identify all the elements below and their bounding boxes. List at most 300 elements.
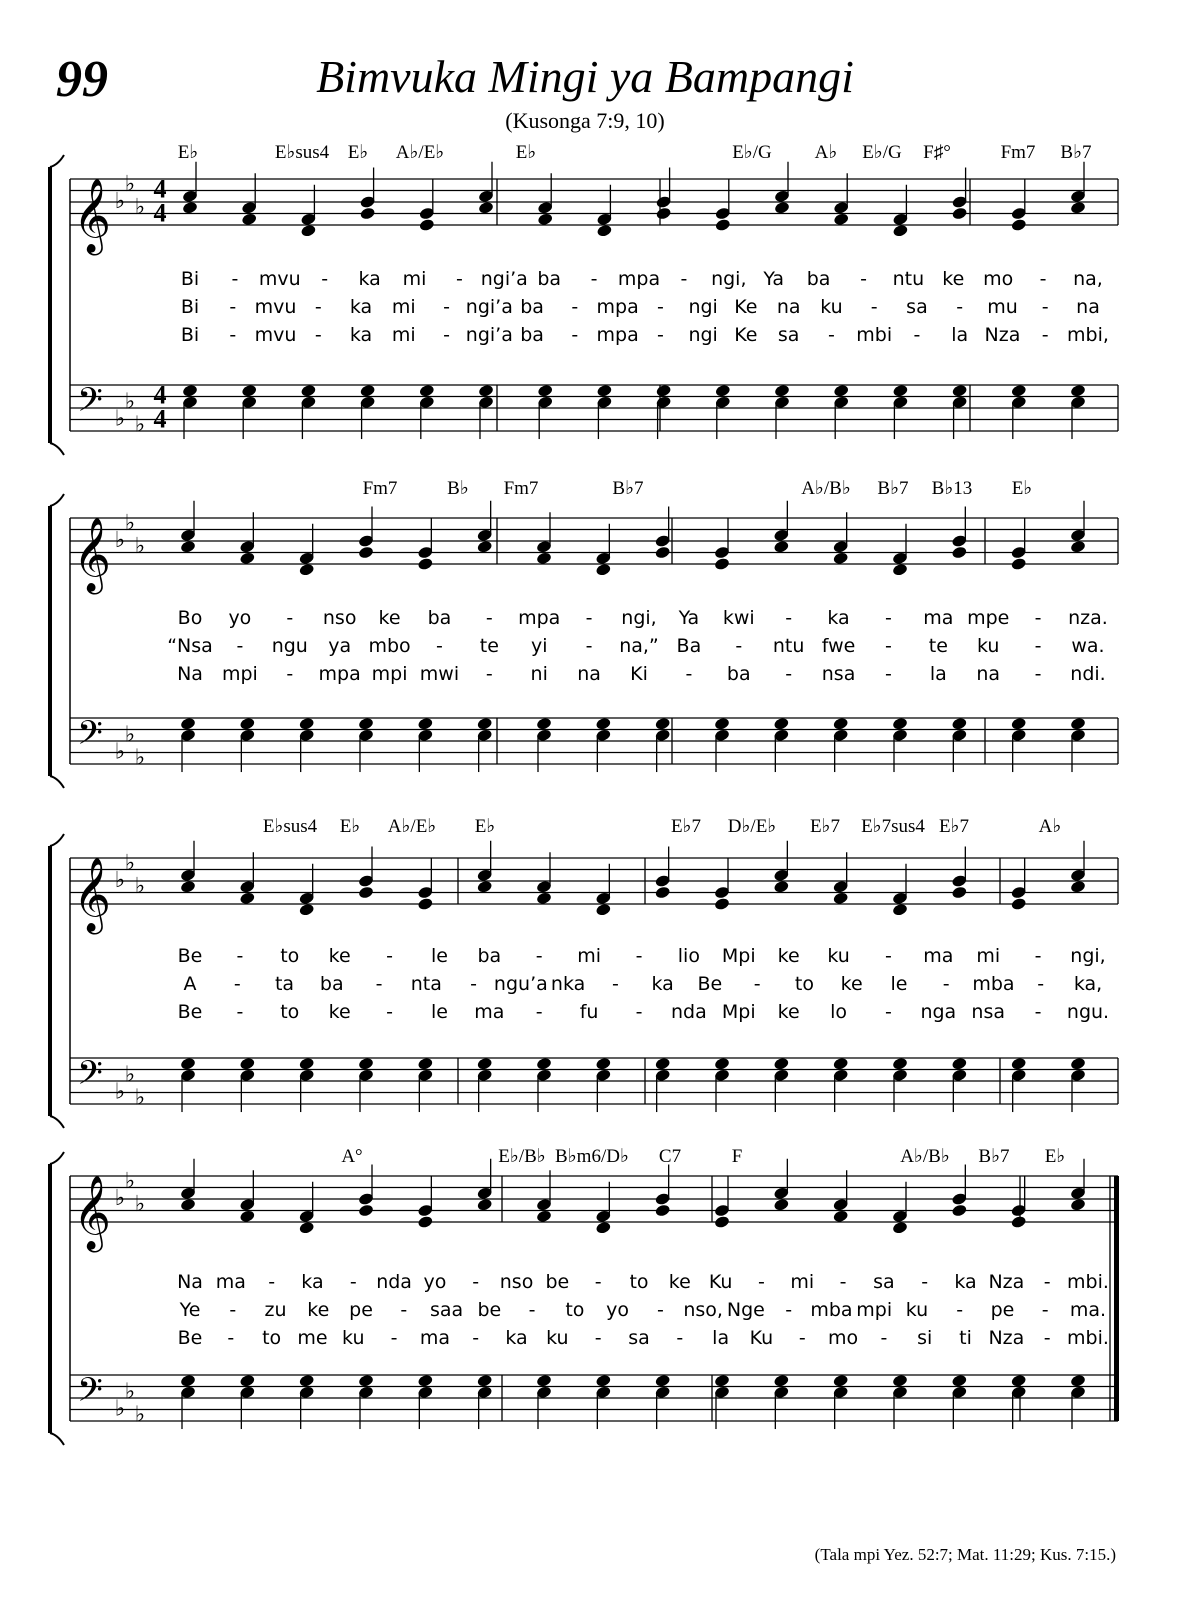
- note-head: [358, 1203, 375, 1217]
- lyric-syllable: ngi: [688, 324, 718, 346]
- key-flat-bass-0-2: ♭: [134, 412, 146, 438]
- note-head: [239, 1057, 256, 1071]
- note-head: [773, 540, 790, 554]
- note-head: [298, 1057, 315, 1071]
- lyric-syllable: -: [1041, 324, 1049, 346]
- note-head: [182, 384, 199, 398]
- bracket-hook-top-2: [50, 834, 64, 846]
- lyric-syllable: -: [571, 324, 579, 346]
- note-head: [419, 218, 436, 232]
- note-head: [298, 717, 315, 731]
- lyric-syllable: -: [286, 607, 294, 629]
- note-head: [832, 1209, 849, 1223]
- lyric-syllable: me: [297, 1327, 328, 1349]
- lyric-syllable: -: [885, 635, 892, 657]
- lyric-syllable: -: [611, 973, 619, 995]
- lyric-syllable: ka: [301, 1271, 324, 1293]
- note-head: [596, 384, 613, 398]
- lyric-syllable: mvu: [254, 324, 297, 346]
- lyric-syllable: ku: [546, 1327, 569, 1349]
- note-head: [241, 384, 258, 398]
- note-head: [892, 903, 909, 917]
- lyric-syllable: -: [1037, 973, 1045, 995]
- bracket-hook-bottom-0: [50, 443, 64, 455]
- lyric-syllable: mi: [391, 296, 416, 318]
- note-head: [1010, 897, 1027, 911]
- lyric-syllable: -: [236, 635, 244, 657]
- chord-symbol: E♭: [1011, 478, 1033, 499]
- note-head: [417, 897, 434, 911]
- lyric-syllable: -: [386, 945, 393, 967]
- lyric-syllable: -: [758, 1271, 765, 1293]
- lyric-syllable: sa: [906, 296, 928, 318]
- hymn-title: Bimvuka Mingi ya Bampangi: [316, 51, 854, 102]
- note-head: [536, 717, 553, 731]
- lyric-syllable: -: [635, 1001, 643, 1023]
- note-head: [951, 717, 968, 731]
- lyric-syllable: ma: [419, 1327, 450, 1349]
- lyric-syllable: Ye: [179, 1299, 201, 1321]
- note-head: [951, 885, 968, 899]
- treble-clef-3: 𝄞: [73, 1176, 111, 1250]
- lyric-syllable: mbi.: [1067, 1271, 1109, 1293]
- lyric-syllable: Bo: [177, 607, 203, 629]
- lyric-syllable: ku: [827, 945, 850, 967]
- note-head: [1070, 201, 1087, 215]
- note-head: [714, 717, 731, 731]
- lyric-syllable: -: [656, 324, 664, 346]
- lyric-syllable: -: [314, 324, 322, 346]
- lyric-syllable: na: [976, 663, 1001, 685]
- lyric-syllable: le: [430, 1001, 448, 1023]
- lyric-syllable: ngi,: [621, 607, 657, 629]
- lyric-syllable: Ke: [734, 296, 758, 318]
- note-head: [476, 880, 493, 894]
- key-flat-bass-2-0: ♭: [114, 1079, 126, 1105]
- lyric-syllable: ke: [777, 945, 800, 967]
- lyric-syllable: ma: [474, 1001, 505, 1023]
- lyric-syllable: mba: [810, 1299, 853, 1321]
- key-flat-treble-3-1: ♭: [124, 1168, 136, 1194]
- lyric-syllable: -: [656, 1299, 664, 1321]
- note-head: [951, 1203, 968, 1217]
- lyric-syllable: -: [785, 663, 793, 685]
- treble-clef-1: 𝄞: [73, 518, 111, 592]
- chord-symbol: E♭: [1044, 1146, 1066, 1167]
- lyric-syllable: ke: [777, 1001, 800, 1023]
- lyric-syllable: ngi’a: [480, 268, 528, 290]
- chord-symbol: C7: [658, 1146, 682, 1167]
- note-head: [476, 1057, 493, 1071]
- note-head: [892, 1057, 909, 1071]
- note-head: [180, 717, 197, 731]
- lyric-syllable: -: [485, 663, 493, 685]
- lyric-syllable: -: [585, 635, 593, 657]
- lyric-syllable: yo: [606, 1299, 630, 1321]
- key-flat-treble-2-0: ♭: [114, 868, 126, 893]
- chord-symbol: E♭/G: [732, 142, 772, 163]
- chord-symbol: A♭/B♭: [900, 1146, 950, 1167]
- note-head: [536, 1057, 553, 1071]
- lyric-syllable: -: [785, 1299, 793, 1321]
- key-flat-treble-3-0: ♭: [114, 1186, 126, 1211]
- chord-symbol: B♭7: [978, 1146, 1010, 1167]
- lyric-syllable: -: [676, 1327, 684, 1349]
- lyric-syllable: -: [785, 607, 793, 629]
- note-head: [180, 880, 197, 894]
- note-head: [774, 201, 791, 215]
- lyric-syllable: nda: [376, 1271, 412, 1293]
- lyric-syllable: pe: [990, 1299, 1015, 1321]
- lyric-syllable: ka: [349, 324, 373, 346]
- note-head: [476, 1198, 493, 1212]
- lyric-syllable: -: [535, 1001, 543, 1023]
- lyric-syllable: nso,: [683, 1299, 723, 1321]
- note-head: [241, 212, 258, 226]
- key-flat-bass-3-2: ♭: [134, 1402, 146, 1428]
- lyric-syllable: fu: [579, 1001, 599, 1023]
- lyric-syllable: -: [443, 296, 451, 318]
- chord-symbol: Fm7: [362, 478, 398, 499]
- bass-clef-1: 𝄢: [77, 714, 103, 761]
- note-head: [595, 1374, 612, 1388]
- note-head: [180, 1374, 197, 1388]
- lyric-syllable: -: [656, 296, 664, 318]
- chord-symbol: E♭/G: [862, 142, 902, 163]
- lyric-syllable: mpi: [221, 663, 258, 685]
- chord-symbol: E♭7: [670, 816, 702, 837]
- lyric-syllable: -: [1034, 607, 1042, 629]
- note-head: [832, 717, 849, 731]
- lyric-syllable: nza.: [1068, 607, 1108, 629]
- lyric-syllable: ta: [274, 973, 295, 995]
- key-flat-treble-0-1: ♭: [124, 171, 136, 197]
- lyric-syllable: Bi: [180, 324, 200, 346]
- key-flat-treble-0-2: ♭: [134, 194, 146, 220]
- lyric-syllable: -: [472, 1271, 480, 1293]
- lyric-syllable: -: [1041, 296, 1049, 318]
- chord-symbol: D♭/E♭: [727, 816, 777, 837]
- lyric-syllable: to: [262, 1327, 282, 1349]
- lyric-syllable: -: [885, 663, 892, 685]
- note-head: [419, 384, 436, 398]
- lyric-syllable: -: [594, 1327, 602, 1349]
- lyric-syllable: -: [942, 973, 950, 995]
- lyric-syllable: ngu.: [1066, 1001, 1110, 1023]
- lyric-syllable: -: [470, 973, 478, 995]
- note-head: [536, 891, 553, 905]
- key-flat-bass-1-0: ♭: [114, 739, 126, 765]
- key-flat-treble-2-2: ♭: [134, 873, 146, 899]
- lyric-syllable: mba: [972, 973, 1015, 995]
- note-head: [1070, 384, 1087, 398]
- note-head: [358, 885, 375, 899]
- lyric-syllable: -: [321, 268, 329, 290]
- lyric-syllable: ngi,: [711, 268, 747, 290]
- lyric-syllable: -: [1041, 1299, 1049, 1321]
- lyric-syllable: Ki: [630, 663, 648, 685]
- lyric-syllable: mpi: [856, 1299, 893, 1321]
- lyric-syllable: ke: [307, 1299, 330, 1321]
- lyric-syllable: Nza: [988, 1327, 1025, 1349]
- lyric-syllable: Bi: [180, 296, 200, 318]
- treble-clef-0: 𝄞: [73, 179, 111, 253]
- key-flat-bass-2-1: ♭: [124, 1062, 136, 1088]
- lyric-syllable: na: [1076, 296, 1100, 318]
- lyric-syllable: ba: [726, 663, 751, 685]
- note-head: [655, 384, 672, 398]
- chord-symbol: E♭: [339, 816, 361, 837]
- lyric-syllable: to: [629, 1271, 649, 1293]
- lyric-syllable: ke: [840, 973, 863, 995]
- lyric-syllable: sa: [628, 1327, 650, 1349]
- lyric-syllable: ku: [905, 1299, 929, 1321]
- lyric-syllable: ba: [520, 324, 544, 346]
- lyric-syllable: -: [1039, 268, 1047, 290]
- note-head: [654, 545, 671, 559]
- key-flat-treble-0-0: ♭: [114, 189, 126, 214]
- lyric-syllable: -: [1043, 1327, 1051, 1349]
- chord-symbol: F♯°: [923, 142, 951, 163]
- note-head: [1010, 1215, 1027, 1229]
- bass-clef-0: 𝄢: [77, 381, 103, 428]
- lyric-syllable: kwi: [722, 607, 755, 629]
- lyric-syllable: -: [443, 324, 451, 346]
- key-flat-bass-3-1: ♭: [124, 1379, 136, 1405]
- lyric-syllable: ba: [806, 268, 831, 290]
- lyric-syllable: ma: [923, 607, 954, 629]
- note-head: [892, 224, 909, 238]
- note-head: [358, 545, 375, 559]
- lyric-syllable: ngu: [271, 635, 308, 657]
- chord-symbol: A♭: [814, 142, 838, 163]
- chord-symbol: A♭/E♭: [387, 816, 437, 837]
- note-head: [774, 384, 791, 398]
- lyric-syllable: A: [183, 973, 197, 995]
- chord-symbol: E♭7: [938, 816, 970, 837]
- lyric-syllable: mpe: [967, 607, 1010, 629]
- lyric-syllable: -: [956, 296, 964, 318]
- lyric-syllable: zu: [264, 1299, 287, 1321]
- note-head: [417, 1215, 434, 1229]
- lyric-syllable: -: [753, 973, 761, 995]
- lyric-syllable: yo: [228, 607, 252, 629]
- note-head: [773, 880, 790, 894]
- lyric-syllable: si: [917, 1327, 933, 1349]
- lyric-syllable: -: [590, 268, 598, 290]
- note-head: [537, 212, 554, 226]
- lyric-syllable: le: [430, 945, 448, 967]
- lyric-syllable: -: [233, 973, 241, 995]
- note-head: [417, 1057, 434, 1071]
- chord-symbol: B♭13: [931, 478, 973, 499]
- lyric-syllable: -: [400, 1299, 408, 1321]
- lyric-syllable: ka: [505, 1327, 528, 1349]
- bass-clef-3: 𝄢: [77, 1371, 103, 1418]
- note-head: [298, 1221, 315, 1235]
- key-flat-treble-1-0: ♭: [114, 528, 126, 553]
- lyric-syllable: Nza: [988, 1271, 1025, 1293]
- lyric-syllable: nsa: [821, 663, 856, 685]
- note-head: [833, 212, 850, 226]
- lyric-syllable: mpa: [518, 607, 561, 629]
- bracket-hook-bottom-2: [50, 1116, 64, 1128]
- key-flat-bass-0-1: ♭: [124, 389, 136, 415]
- note-head: [1070, 1374, 1087, 1388]
- note-head: [1070, 717, 1087, 731]
- bass-clef-2: 𝄢: [77, 1054, 103, 1101]
- lyric-syllable: la: [712, 1327, 730, 1349]
- time-sig-top-treble: 4: [153, 174, 167, 204]
- lyric-syllable: ke: [378, 607, 401, 629]
- key-flat-bass-2-2: ♭: [134, 1085, 146, 1111]
- lyric-syllable: -: [229, 1299, 237, 1321]
- lyric-syllable: -: [839, 1271, 847, 1293]
- lyric-syllable: ni: [530, 663, 548, 685]
- lyric-syllable: Bi: [180, 268, 200, 290]
- lyric-syllable: -: [229, 324, 237, 346]
- lyric-syllable: te: [479, 635, 499, 657]
- note-head: [892, 1221, 909, 1235]
- lyric-syllable: le: [890, 973, 908, 995]
- note-head: [596, 224, 613, 238]
- note-head: [182, 201, 199, 215]
- lyric-syllable: mi: [391, 324, 416, 346]
- note-head: [595, 903, 612, 917]
- note-head: [1070, 540, 1087, 554]
- note-head: [239, 551, 256, 565]
- lyric-syllable: ti: [959, 1327, 972, 1349]
- scripture-reference: (Kusonga 7:9, 10): [505, 108, 665, 133]
- lyric-syllable: ku: [820, 296, 843, 318]
- note-head: [1011, 384, 1028, 398]
- lyric-syllable: Ku: [749, 1327, 774, 1349]
- chord-symbol: B♭7: [612, 478, 644, 499]
- lyric-syllable: Be: [177, 1001, 203, 1023]
- key-flat-bass-0-0: ♭: [114, 406, 126, 432]
- lyric-syllable: te: [928, 635, 948, 657]
- lyric-syllable: mu: [987, 296, 1018, 318]
- lyric-syllable: -: [455, 268, 463, 290]
- note-head: [714, 897, 731, 911]
- chord-symbol: B♭7: [1060, 142, 1092, 163]
- chord-symbol: A♭/B♭: [801, 478, 851, 499]
- lyric-syllable: -: [390, 1327, 398, 1349]
- note-head: [655, 206, 672, 220]
- lyric-syllable: -: [1034, 635, 1042, 657]
- chord-symbol: A°: [341, 1146, 363, 1167]
- note-head: [773, 1198, 790, 1212]
- lyric-syllable: -: [485, 607, 493, 629]
- chord-symbol: B♭7: [877, 478, 909, 499]
- bracket-hook-top-1: [50, 494, 64, 506]
- chord-symbol: B♭: [447, 478, 469, 499]
- lyric-syllable: ke: [668, 1271, 691, 1293]
- note-head: [832, 1057, 849, 1071]
- chord-symbol: E♭: [177, 142, 199, 163]
- lyric-syllable: -: [870, 296, 878, 318]
- lyric-syllable: -: [1043, 1271, 1051, 1293]
- lyric-syllable: ka: [349, 296, 373, 318]
- note-head: [359, 384, 376, 398]
- lyric-syllable: lio: [677, 945, 700, 967]
- lyric-syllable: ke: [328, 945, 351, 967]
- key-flat-bass-3-0: ♭: [114, 1396, 126, 1422]
- note-head: [536, 551, 553, 565]
- note-head: [595, 1221, 612, 1235]
- lyric-syllable: fwe: [821, 635, 856, 657]
- lyric-syllable: -: [860, 268, 867, 290]
- note-head: [832, 551, 849, 565]
- note-head: [951, 1057, 968, 1071]
- note-head: [300, 224, 317, 238]
- treble-clef-2: 𝄞: [73, 858, 111, 932]
- chord-symbol: E♭sus4: [262, 816, 318, 837]
- note-head: [300, 384, 317, 398]
- lyric-syllable: na: [776, 296, 801, 318]
- lyric-syllable: mbi: [856, 324, 893, 346]
- lyric-syllable: -: [685, 663, 693, 685]
- lyric-syllable: mbi.: [1067, 1327, 1109, 1349]
- note-head: [654, 1203, 671, 1217]
- lyric-syllable: ke: [942, 268, 965, 290]
- lyric-syllable: mpa: [596, 324, 639, 346]
- lyric-syllable: sa: [873, 1271, 895, 1293]
- note-head: [239, 1374, 256, 1388]
- lyric-syllable: ya: [328, 635, 352, 657]
- lyric-syllable: -: [880, 1327, 888, 1349]
- bracket-hook-bottom-1: [50, 776, 64, 788]
- note-head: [654, 1374, 671, 1388]
- lyric-syllable: -: [386, 1001, 393, 1023]
- lyric-syllable: nso: [322, 607, 357, 629]
- lyric-syllable: -: [585, 607, 593, 629]
- lyric-syllable: -: [314, 296, 322, 318]
- lyric-syllable: Nge: [726, 1299, 765, 1321]
- note-head: [298, 563, 315, 577]
- note-head: [359, 206, 376, 220]
- lyric-syllable: la: [929, 663, 947, 685]
- lyric-syllable: -: [956, 1299, 964, 1321]
- lyric-syllable: Nza: [984, 324, 1021, 346]
- lyric-syllable: -: [236, 1001, 244, 1023]
- lyric-syllable: ntu: [772, 635, 805, 657]
- note-head: [239, 717, 256, 731]
- note-head: [476, 1374, 493, 1388]
- lyric-syllable: -: [635, 945, 643, 967]
- lyric-syllable: ka,: [1073, 973, 1103, 995]
- note-head: [417, 1374, 434, 1388]
- note-head: [298, 903, 315, 917]
- lyric-syllable: ngu’a: [493, 973, 548, 995]
- note-head: [358, 717, 375, 731]
- lyric-syllable: to: [794, 973, 814, 995]
- note-head: [951, 206, 968, 220]
- lyric-syllable: mi: [976, 945, 1001, 967]
- lyric-syllable: ba: [520, 296, 544, 318]
- lyric-syllable: -: [231, 268, 239, 290]
- lyric-syllable: mbo: [368, 635, 411, 657]
- key-flat-treble-3-2: ♭: [134, 1191, 146, 1217]
- lyric-syllable: Ba: [676, 635, 702, 657]
- lyric-syllable: mo: [983, 268, 1014, 290]
- lyric-syllable: -: [1034, 663, 1042, 685]
- lyric-syllable: Na: [177, 663, 203, 685]
- lyric-syllable: na,: [1073, 268, 1103, 290]
- lyric-syllable: -: [528, 1299, 536, 1321]
- lyric-syllable: na: [577, 663, 601, 685]
- lyric-syllable: mpa: [617, 268, 661, 290]
